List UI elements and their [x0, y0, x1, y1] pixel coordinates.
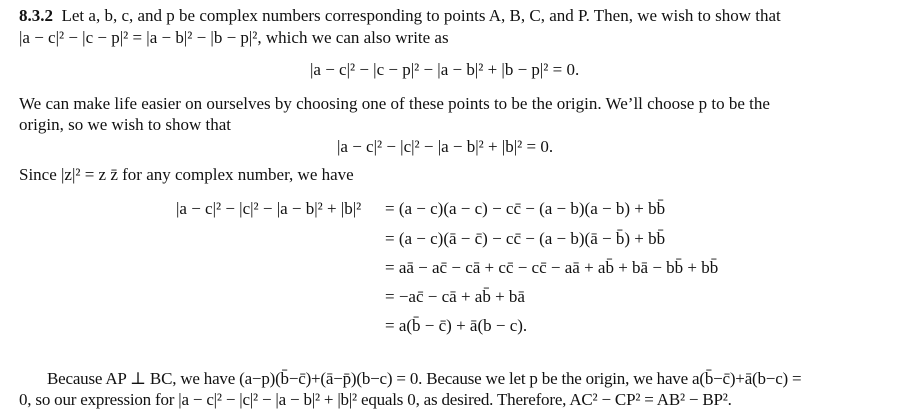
derivation-row-4: = −ac̄ − cā + ab̄ + bā [385, 287, 525, 306]
derivation-row-3: = aā − ac̄ − cā + cc̄ − cc̄ − aā + ab̄ + bā − bb̄ + bb̄ [385, 258, 719, 277]
intro-text: Let a, b, c, and p be complex numbers corresponding to points A, B, C, and P. Then, we wish to show that [61, 6, 781, 25]
conclusion-line-1: Because AP ⊥ BC, we have (a−p)(b̄−c̄)+(ā−p̄)(b−c) = 0. Because we let p be the origin, we have a(b̄−c̄)+ā(b−c) = [47, 369, 802, 388]
derivation-lhs: |a − c|² − |c|² − |a − b|² + |b|² [176, 199, 362, 218]
intro-line [19, 6, 781, 26]
intro-continuation: |a − c|² − |c − p|² = |a − b|² − |b − p|², which we can also write as [19, 28, 449, 47]
derivation-row-2: = (a − c)(ā − c̄) − cc̄ − (a − b)(ā − b̄) + bb̄ [385, 229, 666, 248]
equation-1: |a − c|² − |c − p|² − |a − b|² + |b − p|² = 0. [310, 60, 580, 79]
conclusion-line-2: 0, so our expression for |a − c|² − |c|² − |a − b|² + |b|² equals 0, as desired. Therefore, AC² − CP² = AB² − BP². [19, 390, 732, 409]
section-label: 8.3.2 [19, 6, 53, 25]
paragraph-2-line-2: origin, so we wish to show that [19, 115, 232, 134]
paragraph-2-line-1: We can make life easier on ourselves by choosing one of these points to be the origin. We’ll choose p to be the [19, 94, 770, 113]
derivation-row-5: = a(b̄ − c̄) + ā(b − c). [385, 316, 528, 335]
paragraph-3: Since |z|² = z z̄ for any complex number, we have [19, 165, 354, 184]
derivation-row-1: = (a − c)(a − c) − cc̄ − (a − b)(a − b) + bb̄ [385, 199, 666, 218]
equation-2: |a − c|² − |c|² − |a − b|² + |b|² = 0. [337, 137, 554, 156]
